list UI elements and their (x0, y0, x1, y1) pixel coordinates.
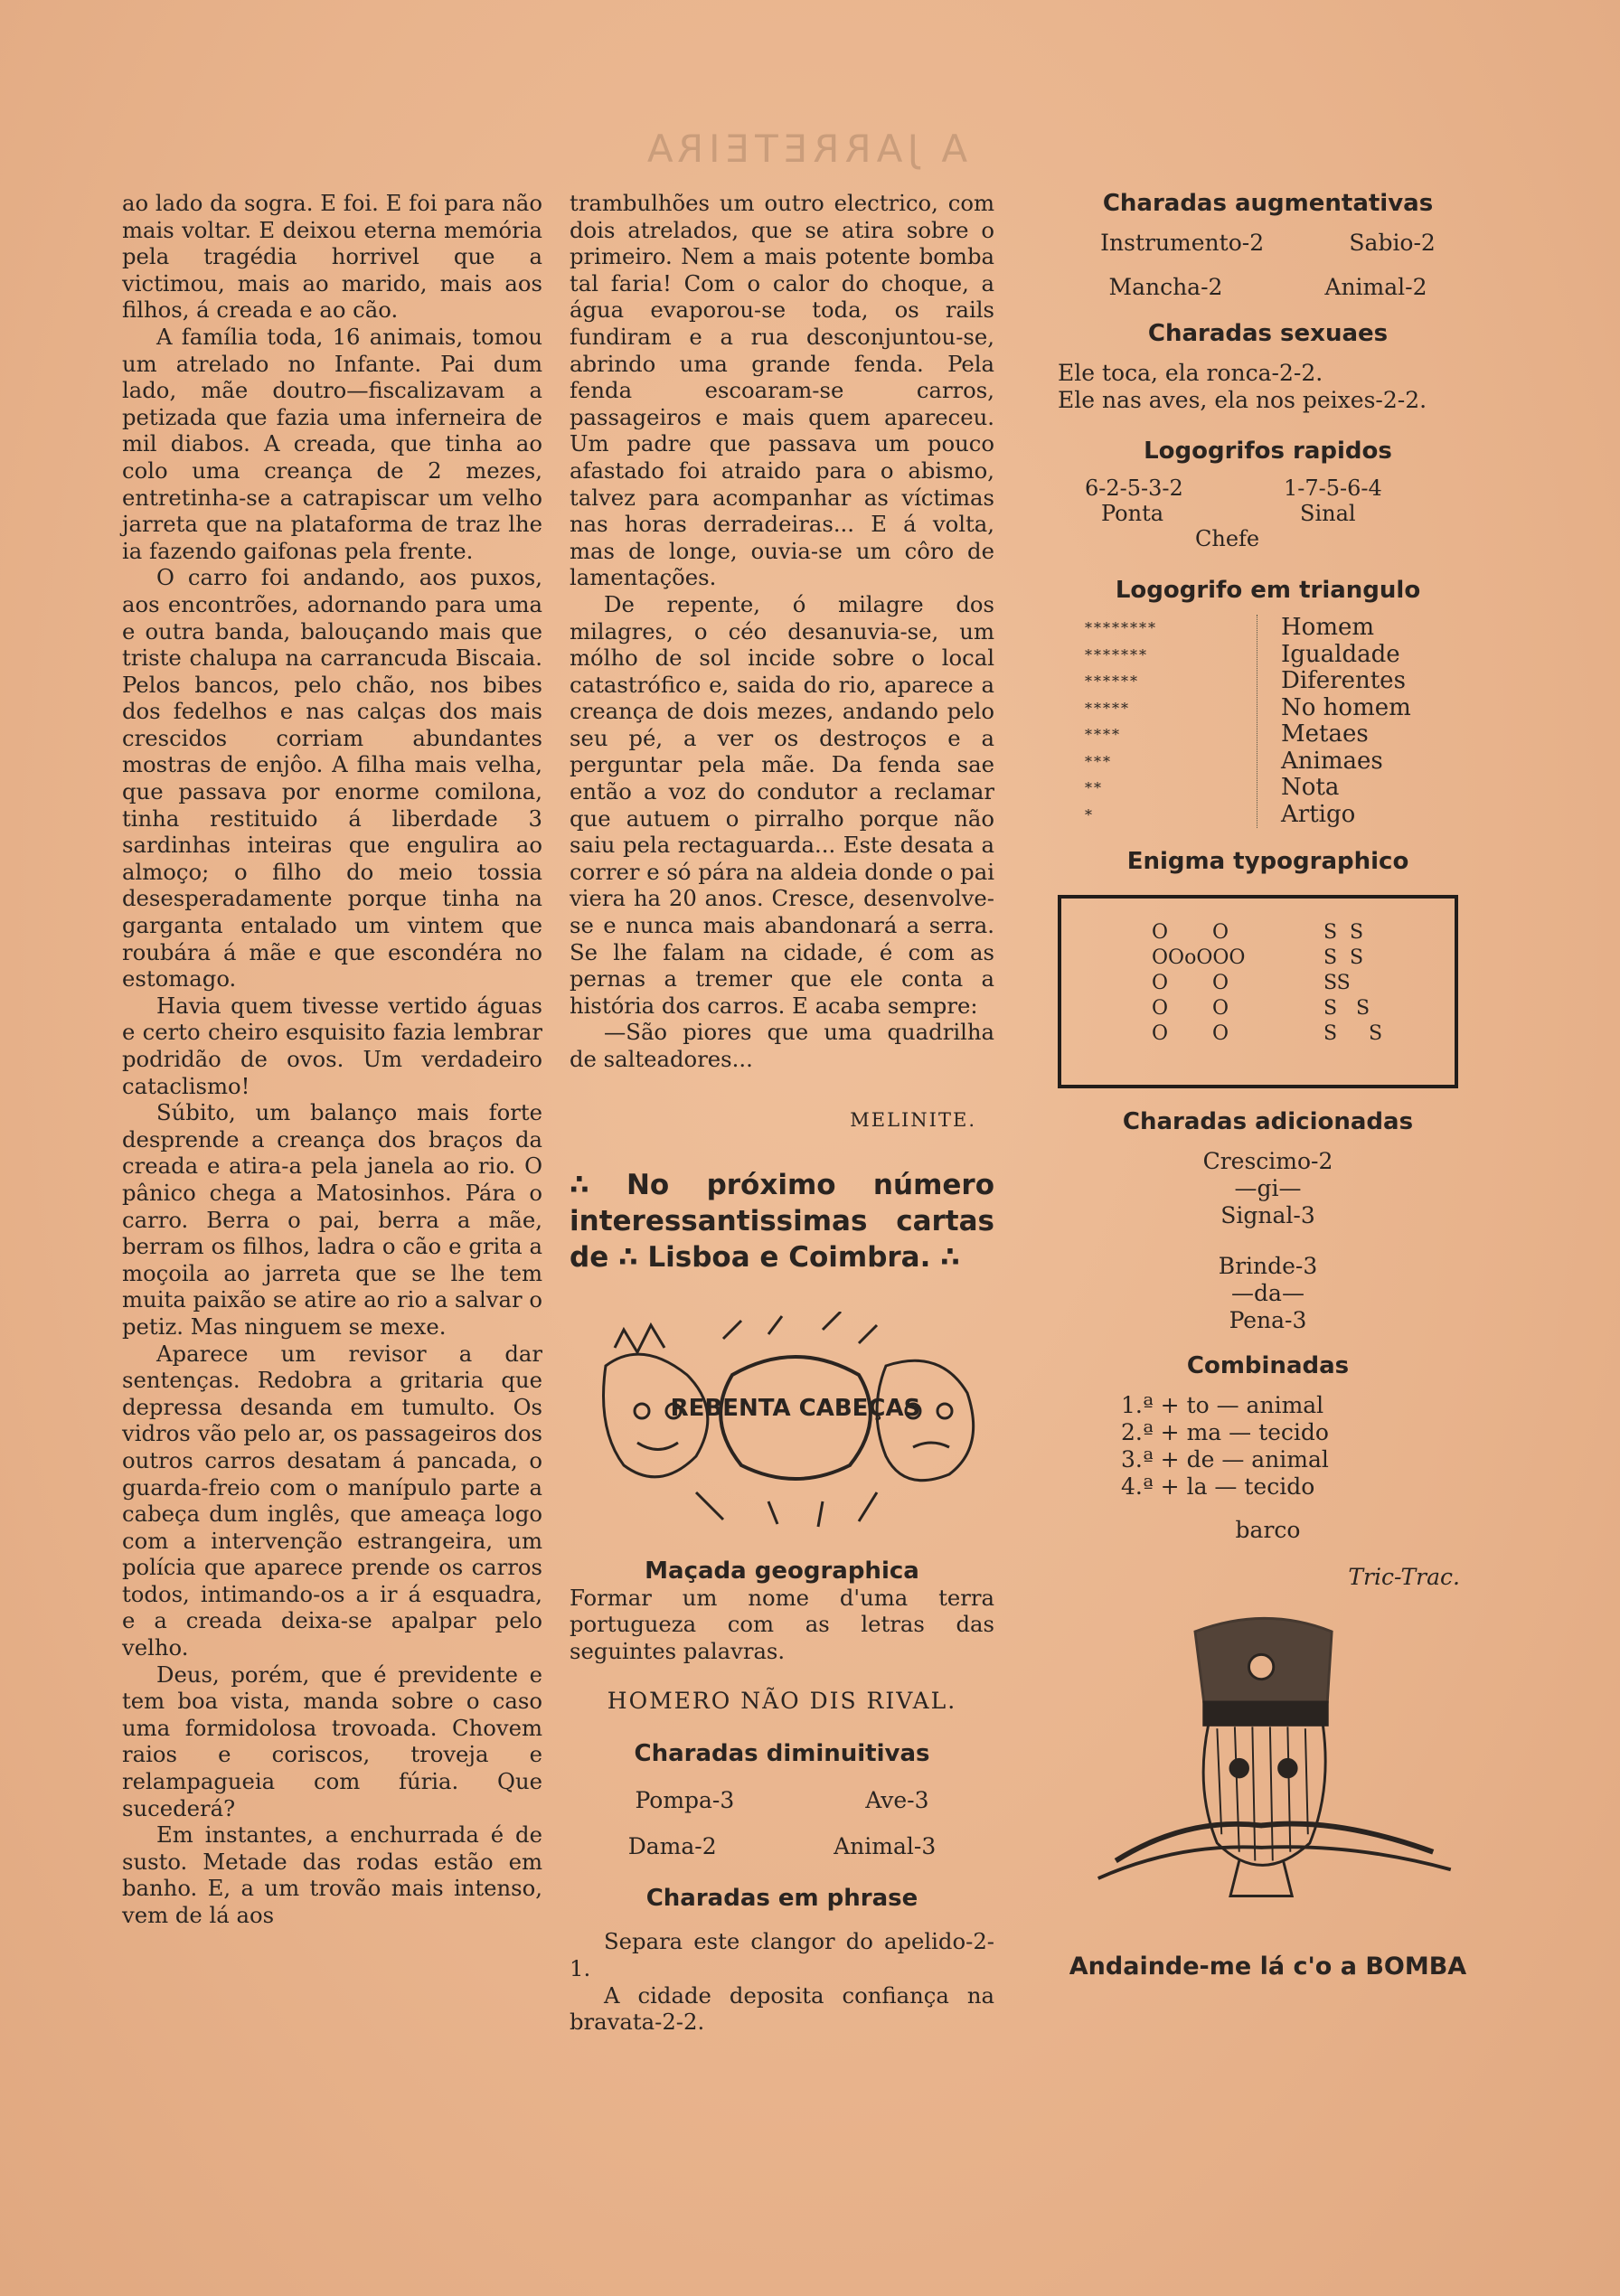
adicionada-line: —gi— (1234, 1175, 1302, 1201)
paragraph: Deus, porém, que é previdente e tem boa vista, manda sobre o caso uma formidolosa trovoada. Chovem raios e coriscos, troveja e relampagueia com fúria. Que sucederá? (122, 1661, 542, 1821)
star-row: ** (1085, 779, 1103, 796)
star-row: **** (1085, 726, 1121, 743)
sexuaes-line: Ele nas aves, ela nos peixes-2-2. (1058, 387, 1427, 413)
macada-puzzle: HOMERO NÃO DIS RIVAL. (607, 1688, 957, 1715)
adicionadas-title: Charadas adicionadas (1122, 1108, 1414, 1135)
masthead-bleedthrough: A JARRETEIRA (641, 127, 968, 171)
author-signature: Tric-Trac. (1348, 1564, 1460, 1590)
cartoon-caption: REBENTA CABEÇAS (670, 1394, 921, 1422)
triangulo-title: Logogrifo em triangulo (1115, 577, 1421, 604)
paragraph: De repente, ó milagre dos milagres, o céo desanuvia-se, um mólho de sol incide sobre o local catastrófico e, saida do rio, aparece a creança de dois mezes, andando pelo seu pé, a ver os destroços e a perguntar pela mãe. Da fenda sae então a voz do condutor a reclamar que autuem o pirralho porque não saiu pela rectaguarda... Este desata a correr e só pára na aldeia donde o pai viera ha 20 anos. Cresce, desenvolve-se e nunca mais abandonará a serra. Se lhe falam na cidade, é com as pernas a tremer que ele conta a história dos carros. E acaba sempre: (570, 590, 994, 1019)
article-signature: MELINITE. (850, 1108, 976, 1131)
paragraph: Súbito, um balanço mais forte desprende a creança dos braços da creada e atira-a pela janela ao rio. O pânico chega a Matosinhos. Pára o carro. Berra o pai, berra a mãe, berram os filhos, ladra o cão e grita a moçoila ao jarreta que se lhe tem muita paixão se atire ao rio a salvar o petiz. Mas ninguem se mexe. (122, 1099, 542, 1340)
article-column-1 (122, 190, 542, 1929)
puzzle-column (1058, 190, 1478, 1981)
combinadas-title: Combinadas (1186, 1352, 1350, 1379)
charade-item: Mancha-2 (1108, 274, 1223, 300)
charade-item: Instrumento-2 (1100, 230, 1265, 256)
star-row: ****** (1085, 673, 1139, 690)
enigma-o-block: O O OOoOOO O O O O O O (1152, 921, 1246, 1045)
logogrifos-title: Logogrifos rapidos (1144, 438, 1392, 465)
charade-item: Animal-2 (1324, 274, 1427, 300)
triangle-word: Diferentes (1281, 667, 1406, 694)
charade-item: Dama-2 (627, 1833, 717, 1860)
triangle-word: Animaes (1281, 747, 1383, 775)
sexuaes-line: Ele toca, ela ronca-2-2. (1058, 360, 1323, 386)
charade-item: Pompa-3 (635, 1787, 735, 1814)
triangle-word: Homem (1281, 614, 1375, 641)
logogrifo-word: Sinal (1300, 501, 1356, 526)
phrase-line: A cidade deposita confiança na bravata-2-2. (570, 1981, 994, 2036)
charade-item: Sabio-2 (1349, 230, 1436, 256)
diminutivas-title: Charadas diminuitivas (634, 1740, 930, 1768)
paragraph: Em instantes, a enchurrada é de susto. Metade das rodas estão em banho. E, a um trovão mais intenso, vem de lá aos (122, 1821, 542, 1928)
combinada-line: 1.ª + to — animal (1121, 1392, 1324, 1418)
enigma-title: Enigma typographico (1126, 848, 1409, 875)
triangle-word: No homem (1281, 693, 1411, 721)
phrase-line: Separa este clangor do apelido-2-1. (570, 1928, 994, 1981)
adicionada-line: Signal-3 (1220, 1202, 1315, 1228)
triangle-word: Metaes (1281, 720, 1369, 748)
rebenta-cabecas-cartoon (588, 1312, 994, 1529)
logogrifo-code: 6-2-5-3-2 (1085, 475, 1183, 501)
triangle-word: Igualdade (1281, 640, 1400, 668)
paragraph: Havia quem tivesse vertido águas e certo cheiro esquisito fazia lembrar podridão de ovos. Um verdadeiro cataclismo! (122, 992, 542, 1099)
triangle-word: Artigo (1281, 800, 1356, 828)
phrase-title: Charadas em phrase (645, 1885, 918, 1913)
adicionada-line: Brinde-3 (1218, 1253, 1318, 1279)
paragraph: trambulhões um outro electrico, com dois atrelados, que se atira sobre o primeiro. Nem a mais potente bomba tal faria! Com o calor do choque, a água evaporou-se toda, os rails fundiram e a rua desconjuntou-se, abrindo uma grande fenda. Pela fenda escoaram-se carros, passageiros e mais quem apareceu. Um padre que passava um pouco afastado foi atraido para o abismo, talvez para acompanhar as víctimas nas horas derradeiras... E á volta, mas de longe, ouvia-se um côro de lamentações. (570, 190, 994, 591)
adicionada-line: Crescimo-2 (1202, 1148, 1333, 1174)
star-row: * (1085, 805, 1094, 823)
adicionada-line: Pena-3 (1229, 1307, 1307, 1333)
sexuaes-title: Charadas sexuaes (1147, 320, 1389, 347)
cartoon-caption: Andainde-me lá c'o a BOMBA (1069, 1953, 1467, 1981)
star-row: *** (1085, 752, 1112, 770)
star-row: ***** (1085, 699, 1130, 717)
logogrifo-word: Ponta (1101, 501, 1164, 526)
triangle-puzzle (1085, 615, 1478, 828)
next-issue-announcement: ∴ No próximo número interessantissimas cartas de ∴ Lisboa e Coimbra. ∴ (570, 1168, 994, 1274)
logogrifo-code: 1-7-5-6-4 (1284, 475, 1382, 501)
triangle-word: Nota (1281, 774, 1340, 801)
star-row: ******* (1085, 645, 1148, 663)
macada-instructions: Formar um nome d'uma terra portugueza com as letras das seguintes palavras. (570, 1584, 994, 1664)
paragraph: A família toda, 16 animais, tomou um atrelado no Infante. Pai dum lado, mãe doutro—fiscalizavam a petizada que fazia uma inferneira de mil diabos. A creada, que tinha ao colo uma creança de 2 mezes, entretinha-se a catrapiscar um velho jarreta que na plataforma de traz lhe ia fazendo gaifonas pela frente. (122, 323, 542, 564)
paragraph: ao lado da sogra. E foi. E foi para não mais voltar. E deixou eterna memória pela tragédia horrivel que a victimou, mais ao marido, mais aos filhos, á creada e ao cão. (122, 190, 542, 324)
combinada-line: 3.ª + de — animal (1121, 1446, 1329, 1473)
bomb-man-cartoon (1058, 1596, 1474, 1949)
enigma-s-block: S S S S SS S S S S (1323, 921, 1383, 1045)
paragraph: —São piores que uma quadrilha de salteadores... (570, 1019, 994, 1072)
paragraph: O carro foi andando, aos puxos, aos encontrões, adornando para uma e outra banda, balouçando mais que triste chalupa na carrancuda Biscaia. Pelos bancos, pelo chão, nos bibes dos fedelhos e nas calças dos mais crescidos corriam abundantes mostras de enjôo. A filha mais velha, que passava por enorme comilona, tinha restituido á liberdade 3 sardinhas inteiras que engulira ao almoço; o filho do meio tossia desesperadamente porque tinha na garganta entalado um vintem que roubára á mãe e que escondéra no estomago. (122, 564, 542, 993)
charade-item: Animal-3 (834, 1833, 937, 1860)
charade-item: Ave-3 (865, 1787, 929, 1814)
logogrifo-word: Chefe (1195, 526, 1260, 551)
star-row: ******** (1085, 619, 1157, 636)
paragraph: Aparece um revisor a dar sentenças. Redobra a gritaria que depressa desanda em tumulto. Os vidros vão pelo ar, os passageiros dos outros carros desatam á pancada, o guarda-freio com o manípulo parte a cabeça dum inglês, que ameaça logo com a intervenção estrangeira, um polícia que aparece prende os carros todos, intimando-os a ir á esquadra, e a creada deixa-se apalpar pelo velho. (122, 1340, 542, 1661)
augmentativas-title: Charadas augmentativas (1102, 190, 1434, 217)
adicionada-line: —da— (1231, 1280, 1304, 1306)
enigma-box (1058, 895, 1458, 1088)
article-column-2 (570, 190, 994, 2036)
macada-title: Maçada geographica (645, 1557, 919, 1585)
combinada-answer: barco (1235, 1517, 1301, 1543)
combinada-line: 4.ª + la — tecido (1121, 1473, 1315, 1500)
combinada-line: 2.ª + ma — tecido (1121, 1419, 1329, 1445)
